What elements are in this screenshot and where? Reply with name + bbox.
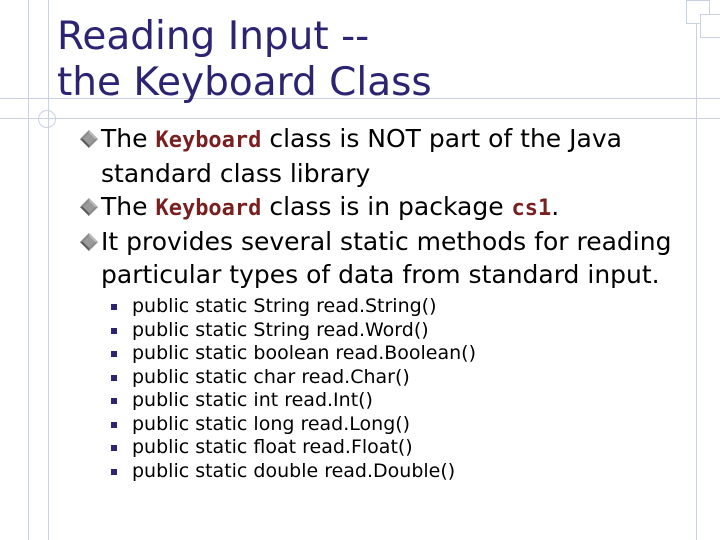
code-package: cs1: [511, 196, 552, 221]
grid-line: [28, 0, 29, 540]
square-bullet-icon: [111, 328, 117, 334]
diamond-bullet-icon: [80, 233, 98, 251]
method-item: [110, 460, 476, 484]
code-keyboard: Keyboard: [155, 196, 262, 221]
method-item: [110, 319, 476, 343]
method-text: public static String read.Word(): [132, 318, 429, 341]
method-list: [110, 295, 476, 483]
method-item: [110, 342, 476, 366]
square-bullet-icon: [111, 469, 117, 475]
square-bullet-icon: [111, 351, 117, 357]
diamond-bullet-icon: [80, 198, 98, 216]
method-item: [110, 295, 476, 319]
method-item: [110, 366, 476, 390]
grid-line: [0, 118, 720, 119]
bullet-item: [80, 122, 700, 190]
square-bullet-icon: [111, 398, 117, 404]
bullet-text: The: [101, 124, 156, 153]
bullet-item: [80, 190, 700, 225]
method-text: public static float read.Float(): [132, 436, 413, 458]
method-text: public static double read.Double(): [132, 459, 456, 482]
bullet-text: class is in package: [261, 192, 512, 221]
method-item: [110, 413, 476, 437]
title-line-1: Reading Input --: [57, 14, 370, 59]
bullet-text: .: [551, 192, 560, 221]
square-bullet-icon: [111, 375, 117, 381]
code-keyboard: Keyboard: [155, 128, 262, 153]
method-text: public static char read.Char(): [132, 365, 410, 388]
method-item: [110, 436, 476, 460]
decorative-square: [700, 14, 720, 38]
square-bullet-icon: [111, 422, 117, 428]
title-line-2: the Keyboard Class: [57, 60, 432, 105]
slide-title: [57, 14, 432, 106]
square-bullet-icon: [111, 445, 117, 451]
bullet-text: It provides several static methods for reading particular types of data from standard input.: [101, 227, 672, 289]
decorative-circle: [38, 110, 56, 128]
bullet-text: The: [101, 192, 156, 221]
diamond-bullet-icon: [80, 130, 98, 148]
bullet-text: class is NOT part of the Java standard class library: [101, 124, 622, 188]
grid-line: [48, 0, 49, 540]
method-text: public static int read.Int(): [132, 389, 373, 411]
main-bullet-list: [80, 122, 700, 291]
method-text: public static String read.String(): [132, 295, 437, 317]
method-text: public static long read.Long(): [132, 412, 411, 435]
method-item: [110, 389, 476, 413]
square-bullet-icon: [111, 304, 117, 310]
method-text: public static boolean read.Boolean(): [132, 342, 477, 364]
bullet-item: [80, 225, 700, 291]
